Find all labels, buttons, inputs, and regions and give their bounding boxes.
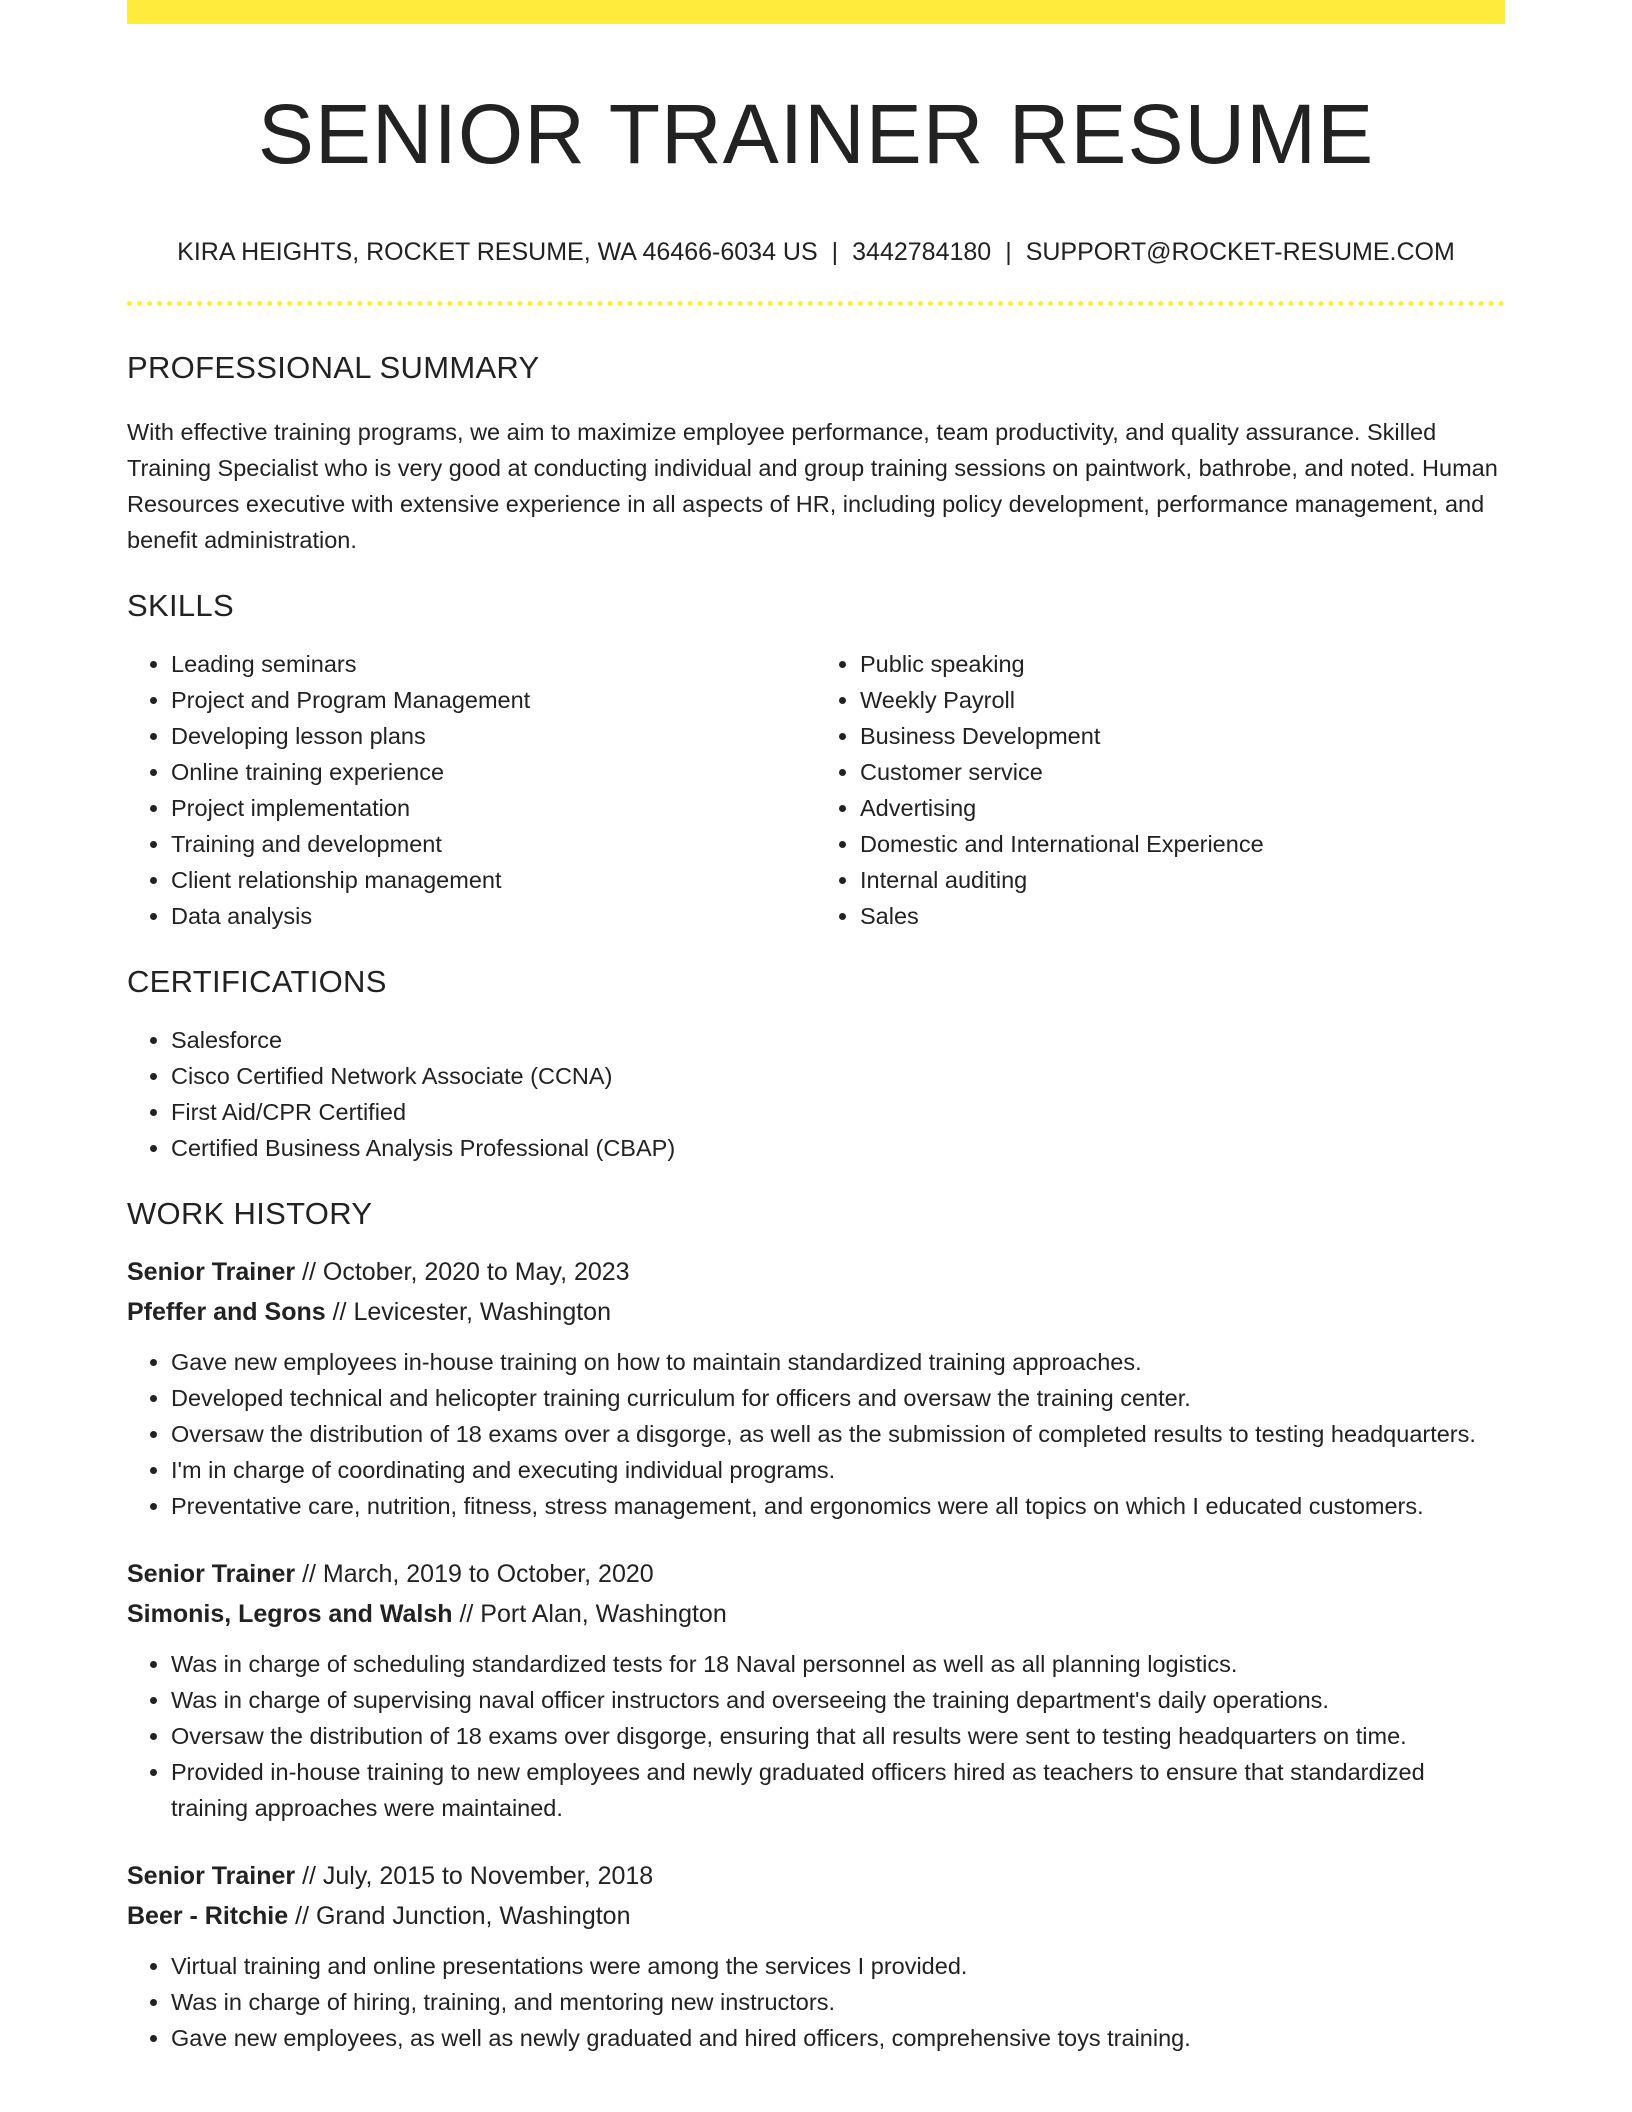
certification-item: • Certified Business Analysis Professional (CBAP) xyxy=(171,1130,1505,1166)
job-dates: // July, 2015 to November, 2018 xyxy=(295,1862,654,1891)
work-history-heading: WORK HISTORY xyxy=(127,1196,373,1232)
dotted-divider xyxy=(127,301,1505,306)
skills-grid xyxy=(127,646,1505,934)
skill-item: • Developing lesson plans xyxy=(171,718,816,754)
job-title-line xyxy=(127,1856,1505,1896)
certifications-heading: CERTIFICATIONS xyxy=(127,964,387,1000)
skills-section xyxy=(127,588,1505,934)
job-title: Senior Trainer xyxy=(127,1560,296,1589)
resume-title: SENIOR TRAINER RESUME xyxy=(257,87,1375,181)
certification-item: • First Aid/CPR Certified xyxy=(171,1094,1505,1130)
job-dates: // October, 2020 to May, 2023 xyxy=(295,1258,630,1287)
summary-heading: PROFESSIONAL SUMMARY xyxy=(127,350,540,386)
skills-heading: SKILLS xyxy=(127,588,234,624)
skill-item: • Project and Program Management xyxy=(171,682,816,718)
skill-item: • Business Development xyxy=(860,718,1505,754)
certifications-section xyxy=(127,964,1505,1166)
job-bullet: • Virtual training and online presentations were among the services I provided. xyxy=(171,1948,1505,1984)
job-company-line xyxy=(127,1292,1505,1332)
job-bullet: • Was in charge of hiring, training, and mentoring new instructors. xyxy=(171,1984,1505,2020)
job-bullet: • Was in charge of supervising naval officer instructors and overseeing the training department's daily operations. xyxy=(171,1682,1505,1718)
contact-line xyxy=(127,238,1505,267)
job-title: Senior Trainer xyxy=(127,1862,296,1891)
contact-email: SUPPORT@ROCKET-RESUME.COM xyxy=(1025,238,1455,267)
job-company: Beer - Ritchie xyxy=(127,1902,289,1931)
summary-section xyxy=(127,350,1505,558)
job-bullet: • Gave new employees, as well as newly graduated and hired officers, comprehensive toys training. xyxy=(171,2020,1505,2056)
job-bullet: • I'm in charge of coordinating and executing individual programs. xyxy=(171,1452,1505,1488)
job-bullet: • Oversaw the distribution of 18 exams over disgorge, ensuring that all results were sent to testing headquarters on time. xyxy=(171,1718,1505,1754)
skill-item: • Internal auditing xyxy=(860,862,1505,898)
job-entry xyxy=(127,1856,1505,2056)
job-location: // Levicester, Washington xyxy=(325,1298,611,1327)
skill-item: • Client relationship management xyxy=(171,862,816,898)
job-bullet: • Developed technical and helicopter training curriculum for officers and oversaw the training center. xyxy=(171,1380,1505,1416)
contact-phone: 3442784180 xyxy=(852,238,992,267)
skill-item: • Public speaking xyxy=(860,646,1505,682)
skill-item: • Domestic and International Experience xyxy=(860,826,1505,862)
job-dates: // March, 2019 to October, 2020 xyxy=(295,1560,654,1589)
job-entry xyxy=(127,1554,1505,1826)
job-location: // Port Alan, Washington xyxy=(452,1600,727,1629)
skill-item: • Data analysis xyxy=(171,898,816,934)
job-bullet: • Preventative care, nutrition, fitness, stress management, and ergonomics were all topics on which I educated customers. xyxy=(171,1488,1505,1524)
skill-item: • Weekly Payroll xyxy=(860,682,1505,718)
job-company: Pfeffer and Sons xyxy=(127,1298,326,1327)
job-bullet: • Provided in-house training to new employees and newly graduated officers hired as teachers to ensure that standardized training approaches were maintained. xyxy=(171,1754,1505,1826)
contact-separator: | xyxy=(831,238,839,267)
job-bullet: • Was in charge of scheduling standardized tests for 18 Naval personnel as well as all planning logistics. xyxy=(171,1646,1505,1682)
job-bullet: • Gave new employees in-house training on how to maintain standardized training approaches. xyxy=(171,1344,1505,1380)
work-history-section xyxy=(127,1196,1505,2056)
skill-item: • Sales xyxy=(860,898,1505,934)
skill-item: • Customer service xyxy=(860,754,1505,790)
job-entry xyxy=(127,1252,1505,1524)
certification-item: • Cisco Certified Network Associate (CCNA) xyxy=(171,1058,1505,1094)
contact-separator: | xyxy=(1005,238,1012,267)
certification-item: • Salesforce xyxy=(171,1022,1505,1058)
accent-top-bar xyxy=(127,0,1505,24)
resume-page xyxy=(127,0,1505,2056)
job-company-line xyxy=(127,1896,1505,1936)
skill-item: • Project implementation xyxy=(171,790,816,826)
contact-address: KIRA HEIGHTS, ROCKET RESUME, WA 46466-6034 US xyxy=(177,238,818,267)
job-title-line xyxy=(127,1554,1505,1594)
job-location: // Grand Junction, Washington xyxy=(288,1902,631,1931)
skills-column-left xyxy=(127,646,816,934)
skill-item: • Leading seminars xyxy=(171,646,816,682)
skill-item: • Training and development xyxy=(171,826,816,862)
skills-column-right xyxy=(816,646,1505,934)
job-title-line xyxy=(127,1252,1505,1292)
summary-text: With effective training programs, we aim to maximize employee performance, team productivity, and quality assurance. Skilled Training Specialist who is very good at conducting individual and group training sessions on paintwork, bathrobe, and noted. Human Resources executive with extensive experience in all aspects of HR, including policy development, performance management, and benefit administration. xyxy=(127,419,1498,554)
job-bullet: • Oversaw the distribution of 18 exams over a disgorge, as well as the submission of completed results to testing headquarters. xyxy=(171,1416,1505,1452)
job-company-line xyxy=(127,1594,1505,1634)
job-company: Simonis, Legros and Walsh xyxy=(127,1600,453,1629)
skill-item: • Advertising xyxy=(860,790,1505,826)
skill-item: • Online training experience xyxy=(171,754,816,790)
job-title: Senior Trainer xyxy=(127,1258,296,1287)
